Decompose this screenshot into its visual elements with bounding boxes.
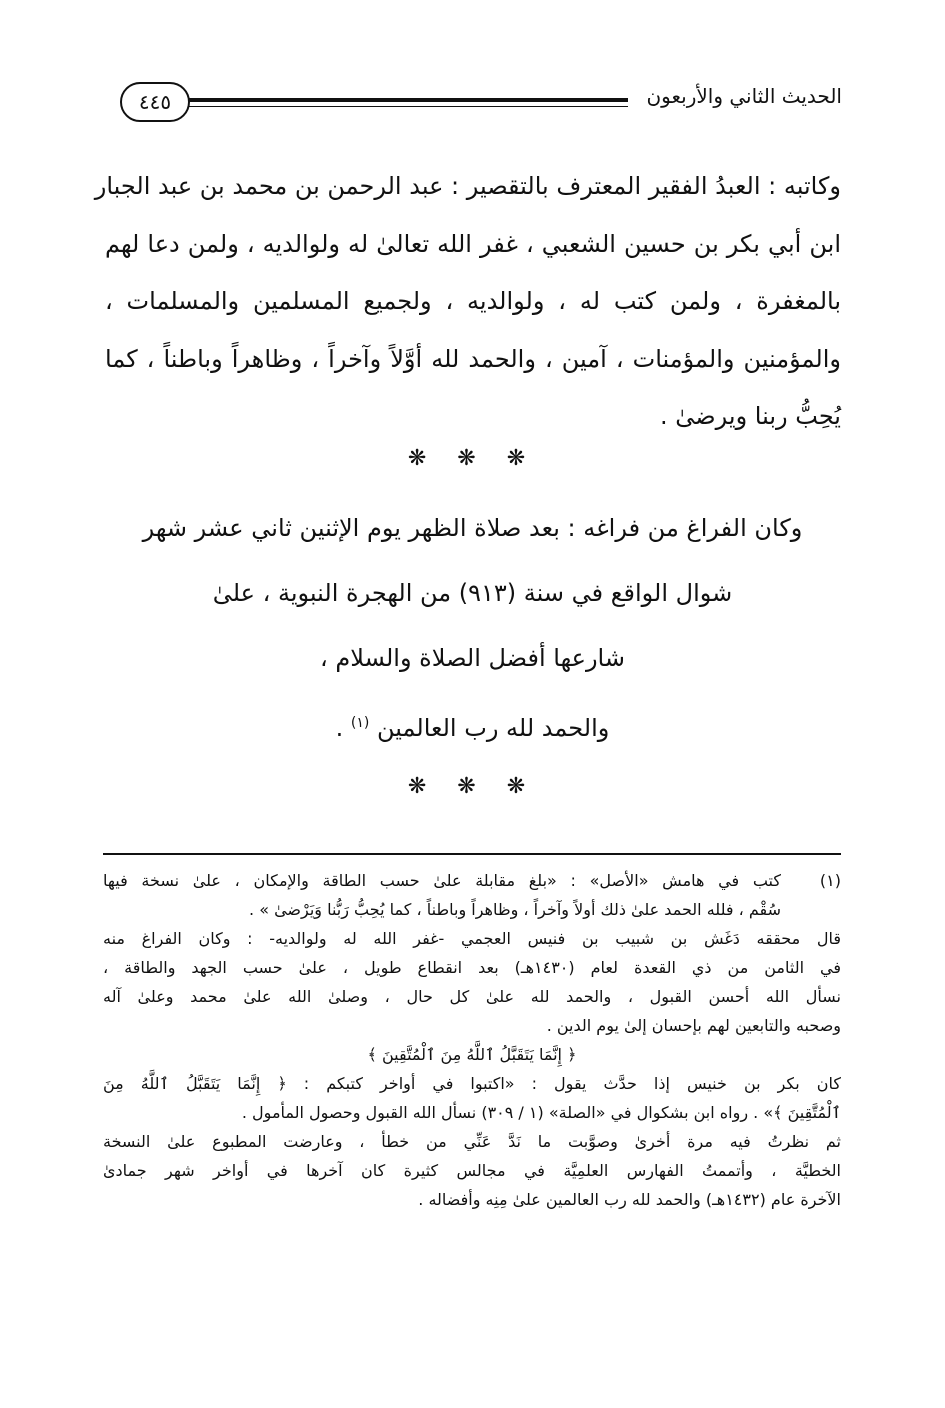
footnote-line: وصحبه والتابعين لهم بإحسان إلىٰ يوم الدين . bbox=[546, 1016, 841, 1035]
footnote-line: سُقْم ، فلله الحمد علىٰ ذلك أولاً وآخراً ، وظاهراً وباطناً ، كما يُحِبُّ رَبُّنا وَيَرْضىٰ » . bbox=[249, 900, 781, 919]
colophon-final-line bbox=[100, 698, 845, 763]
footnote-body bbox=[103, 866, 841, 1214]
end-mark: . bbox=[335, 714, 351, 742]
footnote-line: قال محققه دَغَش بن شبيب بن فنيس العجمي -غفر الله له ولوالديه- : وكان الفراغ منه bbox=[103, 929, 841, 948]
footnote-line: ثم نظرتُ فيه مرة أخرىٰ وصوَّبت ما نَدَّ عَنِّي من خطأ ، وعارضت المطبوع علىٰ النسخة bbox=[103, 1132, 841, 1151]
body-line: ابن أبي بكر بن حسين الشعبي ، غفر الله تعالىٰ له ولوالديه ، ولمن دعا لهم bbox=[105, 229, 841, 258]
body-line: وكاتبه : العبدُ الفقير المعترف بالتقصير : عبد الرحمن بن محمد بن عبد الجبار bbox=[94, 172, 841, 200]
footnote-line: نسأل الله أحسن القبول ، والحمد لله علىٰ كل حال ، وصلىٰ الله علىٰ محمد وعلىٰ آله bbox=[103, 987, 841, 1006]
colophon bbox=[100, 503, 845, 763]
footnote-rule bbox=[103, 853, 841, 855]
body-line: والمؤمنين والمؤمنات ، آمين ، والحمد لله أوَّلاً وآخراً ، وظاهراً وباطناً ، كما bbox=[105, 344, 841, 373]
footnote-reference[interactable]: (١) bbox=[350, 715, 370, 731]
running-title: الحديث الثاني والأربعون bbox=[646, 84, 842, 108]
section-separator: ❋ ❋ ❋ bbox=[407, 774, 538, 799]
footnote-line: كان بكر بن خنيس إذا حدَّث يقول : «اكتبوا في أواخر كتبكم : ﴿ إِنَّمَا يَتَقَبَّلُ ٱللَّهُ مِنَ bbox=[103, 1074, 841, 1093]
main-paragraph bbox=[94, 158, 841, 446]
colophon-line: شارعها أفضل الصلاة والسلام ، bbox=[320, 644, 625, 672]
footnote-line: كتب في هامش «الأصل» : «بلغ مقابلة علىٰ حسب الطاقة والإمكان ، علىٰ نسخة فيها bbox=[103, 871, 781, 890]
page-header bbox=[120, 80, 842, 128]
page-number: ٤٤٥ bbox=[120, 82, 190, 122]
colophon-line: وكان الفراغ من فراغه : بعد صلاة الظهر يوم الإثنين ثاني عشر شهر bbox=[142, 514, 803, 542]
footnote bbox=[103, 866, 841, 1214]
body-line: يُحِبُّ ربنا ويرضىٰ . bbox=[660, 402, 841, 430]
footnote-line: في الثامن من ذي القعدة لعام (١٤٣٠هـ) بعد انقطاع طويل ، علىٰ حسب الجهد والطاقة ، bbox=[103, 958, 841, 977]
header-rule bbox=[188, 98, 628, 102]
header-rule-thin bbox=[188, 106, 628, 107]
quran-verse: ﴿ إِنَّمَا يَتَقَبَّلُ ٱللَّهُ مِنَ ٱلْمُتَّقِينَ ﴾ bbox=[367, 1045, 577, 1064]
footnote-line: الخطيَّة ، وأتممتُ الفهارس العلمِيَّة في مجالس كثيرة كان آخرها في أواخر شهر جمادىٰ bbox=[103, 1161, 841, 1180]
body-line: بالمغفرة ، ولمن كتب له ، ولوالديه ، ولجميع المسلمين والمسلمات ، bbox=[105, 287, 841, 315]
footnote-continuation bbox=[103, 924, 841, 1214]
colophon-line: شوال الواقع في سنة (٩١٣) من الهجرة النبوية ، علىٰ bbox=[212, 579, 733, 607]
footnote-line: الآخرة عام (١٤٣٢هـ) والحمد لله رب العالمين علىٰ مِنِه وأفضاله . bbox=[418, 1190, 841, 1209]
footnote-line: ٱلْمُتَّقِينَ ﴾» . رواه ابن بشكوال في «الصلة» (١ / ٣٠٩) نسأل الله القبول وحصول المأمول . bbox=[241, 1103, 841, 1122]
colophon-line: والحمد لله رب العالمين bbox=[377, 714, 610, 742]
section-separator: ❋ ❋ ❋ bbox=[407, 446, 538, 471]
footnote-number: (١) bbox=[819, 871, 841, 890]
